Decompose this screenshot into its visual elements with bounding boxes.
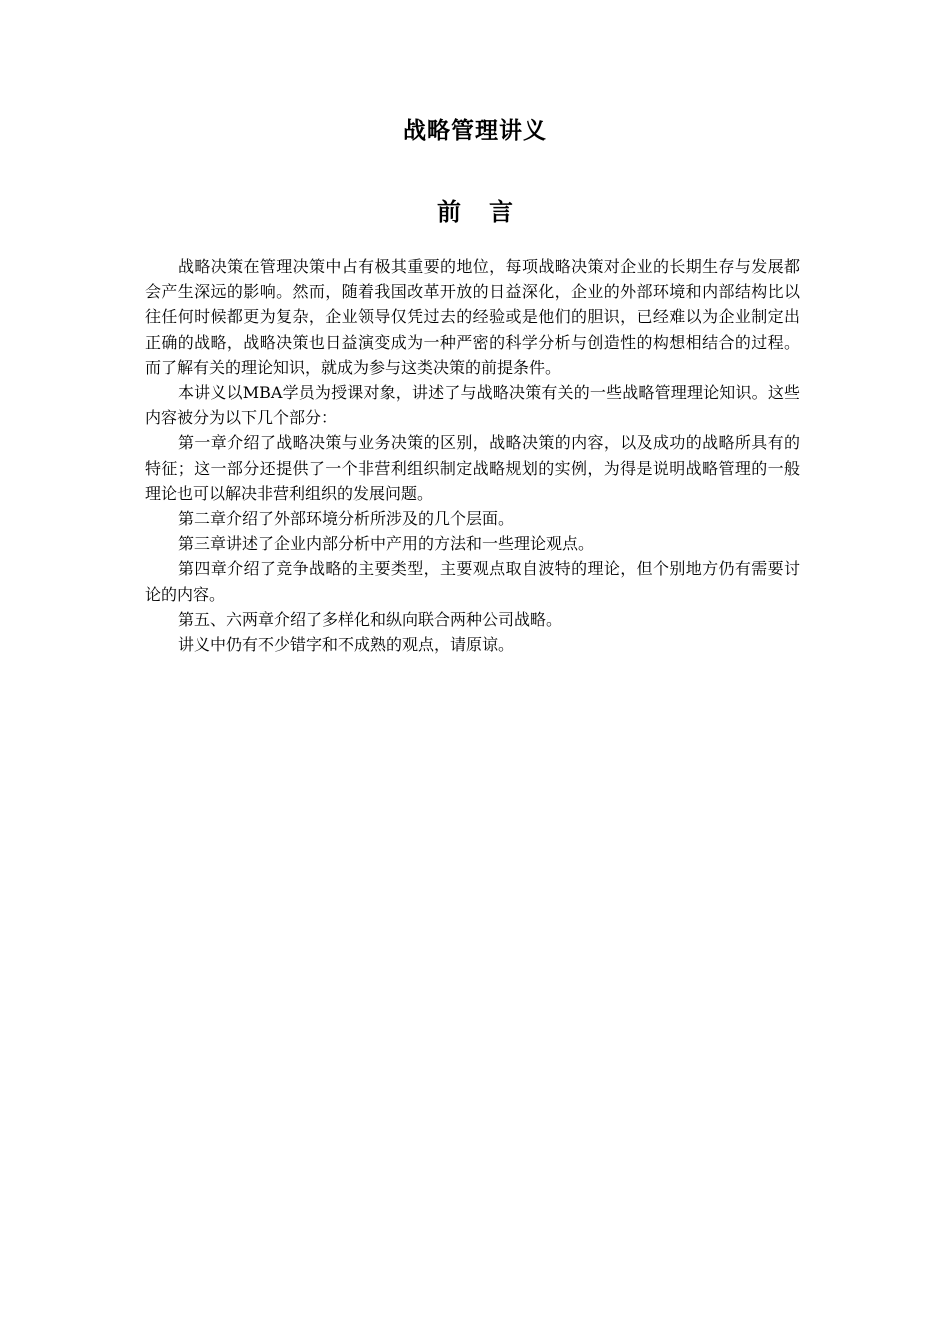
paragraph: 战略决策在管理决策中占有极其重要的地位，每项战略决策对企业的长期生存与发展都会产生深远的影响。然而，随着我国改革开放的日益深化，企业的外部环境和内部结构比以往任何时候都更为复杂，企业领导仅凭过去的经验或是他们的胆识，已经难以为企业制定出正确的战略，战略决策也日益演变成为一种严密的科学分析与创造性的构想相结合的过程。而了解有关的理论知识，就成为参与这类决策的前提条件。 xyxy=(145,257,800,377)
paragraph: 第五、六两章介绍了多样化和纵向联合两种公司战略。 xyxy=(178,609,563,629)
paragraph: 第四章介绍了竞争战略的主要类型，主要观点取自波特的理论，但个别地方仍有需要讨论的内容。 xyxy=(145,559,800,604)
document-title: 战略管理讲义 xyxy=(403,118,547,144)
paragraph: 第二章介绍了外部环境分析所涉及的几个层面。 xyxy=(178,509,515,529)
section-heading: 前言 xyxy=(437,197,541,226)
paragraph: 第一章介绍了战略决策与业务决策的区别，战略决策的内容，以及成功的战略所具有的特征；这一部分还提供了一个非营利组织制定战略规划的实例，为得是说明战略管理的一般理论也可以解决非营利组织的发展问题。 xyxy=(145,433,800,503)
document-body xyxy=(145,254,800,657)
paragraph: 讲义中仍有不少错字和不成熟的观点，请原谅。 xyxy=(178,635,515,655)
paragraph: 本讲义以MBA学员为授课对象，讲述了与战略决策有关的一些战略管理理论知识。这些内容被分为以下几个部分： xyxy=(145,383,800,428)
paragraph: 第三章讲述了企业内部分析中产用的方法和一些理论观点。 xyxy=(178,534,595,554)
